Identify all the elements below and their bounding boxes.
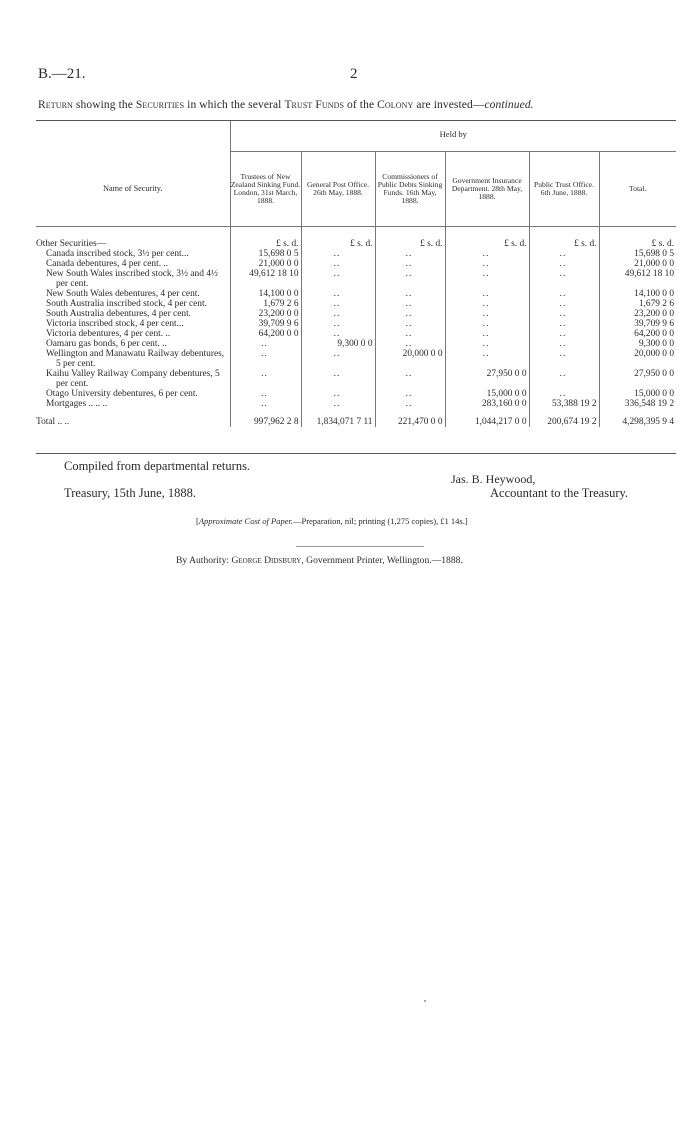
title-part: continued.: [484, 99, 534, 111]
amount-cell: ..: [445, 319, 529, 329]
amount-cell: 1,834,071 7 11: [301, 413, 375, 427]
amount-cell: ..: [529, 369, 599, 389]
units-label: £ s. d.: [445, 239, 529, 249]
amount-cell: ..: [230, 349, 301, 369]
row-total-cell: 14,100 0 0: [599, 289, 676, 299]
table-row: [36, 349, 676, 369]
amount-cell: ..: [301, 289, 375, 299]
table-title: [38, 99, 678, 111]
held-by-header: Held by: [230, 121, 676, 152]
amount-cell: 49,612 18 10: [230, 269, 301, 289]
column-header: Government Insurance Department. 28th May, 1888.: [445, 152, 529, 227]
title-part: of the: [344, 99, 378, 111]
amount-cell: 15,698 0 5: [230, 249, 301, 259]
security-name: South Australia debentures, 4 per cent.: [46, 309, 192, 319]
amount-cell: ..: [529, 339, 599, 349]
amount-cell: ..: [301, 249, 375, 259]
amount-cell: ..: [301, 299, 375, 309]
amount-cell: ..: [529, 289, 599, 299]
amount-cell: ..: [529, 249, 599, 259]
units-label: £ s. d.: [301, 239, 375, 249]
units-label: £ s. d.: [599, 239, 676, 249]
row-total-cell: 336,548 19 2: [599, 399, 676, 409]
amount-cell: 1,679 2 6: [230, 299, 301, 309]
amount-cell: 21,000 0 0: [230, 259, 301, 269]
amount-cell: ..: [230, 399, 301, 409]
security-name: Mortgages .. .. ..: [46, 399, 108, 409]
title-part: in which the several: [184, 99, 285, 111]
title-part: showing the: [72, 99, 136, 111]
column-header: General Post Office. 26th May, 1888.: [301, 152, 375, 227]
column-header: Public Trust Office. 6th June, 1888.: [529, 152, 599, 227]
security-name: Canada inscribed stock, 3½ per cent...: [46, 249, 189, 259]
table-row: [36, 269, 676, 289]
amount-cell: 20,000 0 0: [375, 349, 445, 369]
table-row: [36, 339, 676, 349]
amount-cell: ..: [301, 389, 375, 399]
signer-title: Accountant to the Treasury.: [490, 486, 629, 500]
amount-cell: ..: [301, 349, 375, 369]
amount-cell: ..: [445, 339, 529, 349]
amount-cell: ..: [529, 349, 599, 369]
security-name: South Australia inscribed stock, 4 per cent.: [46, 299, 207, 309]
table-row: [36, 329, 676, 339]
short-rule: [296, 546, 424, 547]
page-number: 2: [350, 66, 358, 82]
row-total-cell: 23,200 0 0: [599, 309, 676, 319]
security-name: Oamaru gas bonds, 6 per cent. ..: [46, 339, 167, 349]
amount-cell: ..: [529, 329, 599, 339]
amount-cell: 9,300 0 0: [301, 339, 375, 349]
row-total-cell: 4,298,395 9 4: [599, 413, 676, 427]
table-row: [36, 319, 676, 329]
amount-cell: ..: [230, 389, 301, 399]
units-label: £ s. d.: [529, 239, 599, 249]
table-row: [36, 259, 676, 269]
column-header: Trustees of New Zealand Sinking Fund. London, 31st March, 1888.: [230, 152, 301, 227]
amount-cell: 23,200 0 0: [230, 309, 301, 319]
table-row: [36, 249, 676, 259]
row-total-cell: 15,000 0 0: [599, 389, 676, 399]
name-of-security-header: Name of Security.: [36, 152, 230, 227]
row-total-cell: 1,679 2 6: [599, 299, 676, 309]
amount-cell: ..: [375, 309, 445, 319]
amount-cell: ..: [301, 259, 375, 269]
amount-cell: ..: [301, 309, 375, 319]
speck: [424, 1000, 426, 1002]
title-part: Return: [38, 99, 73, 111]
treasury-date: Treasury, 15th June, 1888.: [64, 486, 197, 500]
units-label: £ s. d.: [230, 239, 301, 249]
row-total-cell: 20,000 0 0: [599, 349, 676, 369]
amount-cell: 53,388 19 2: [529, 399, 599, 409]
title-part: are invested—: [413, 99, 485, 111]
amount-cell: ..: [445, 289, 529, 299]
security-name: Canada debentures, 4 per cent. ..: [46, 259, 169, 269]
amount-cell: ..: [375, 259, 445, 269]
authority-suffix: , Government Printer, Wellington.—1888.: [301, 555, 463, 566]
table-row: [36, 389, 676, 399]
row-total-cell: 49,612 18 10: [599, 269, 676, 289]
security-name: Victoria inscribed stock, 4 per cent...: [46, 319, 184, 329]
row-total-cell: 39,709 9 6: [599, 319, 676, 329]
section-label: Other Securities—: [36, 239, 107, 249]
security-name: Kaihu Valley Railway Company debentures, 5 per cent.: [46, 369, 220, 389]
amount-cell: ..: [375, 369, 445, 389]
amount-cell: ..: [301, 269, 375, 289]
table-row: [36, 369, 676, 389]
printer-authority: [176, 555, 463, 566]
amount-cell: 15,000 0 0: [445, 389, 529, 399]
amount-cell: ..: [301, 399, 375, 409]
amount-cell: ..: [529, 319, 599, 329]
amount-cell: 221,470 0 0: [375, 413, 445, 427]
amount-cell: ..: [445, 269, 529, 289]
amount-cell: ..: [445, 329, 529, 339]
security-name: New South Wales inscribed stock, 3½ and 4½ per cent.: [46, 269, 218, 289]
total-label: Total .. ..: [36, 417, 70, 427]
amount-cell: ..: [375, 289, 445, 299]
amount-cell: ..: [375, 319, 445, 329]
column-header: Commissioners of Public Debts Sinking Funds. 16th May, 1888.: [375, 152, 445, 227]
security-name: Otago University debentures, 6 per cent.: [46, 389, 198, 399]
amount-cell: ..: [301, 319, 375, 329]
total-row: [36, 413, 676, 427]
amount-cell: 27,950 0 0: [445, 369, 529, 389]
amount-cell: ..: [529, 309, 599, 319]
cost-text: —Preparation, nil; printing (1,275 copies), £1 14s.: [292, 516, 465, 526]
table-row: [36, 309, 676, 319]
amount-cell: ..: [529, 269, 599, 289]
amount-cell: 39,709 9 6: [230, 319, 301, 329]
amount-cell: 283,160 0 0: [445, 399, 529, 409]
amount-cell: ..: [375, 389, 445, 399]
name-header-blank: [36, 121, 230, 152]
amount-cell: 1,044,217 0 0: [445, 413, 529, 427]
paper-reference: B.—21.: [38, 66, 86, 82]
amount-cell: 14,100 0 0: [230, 289, 301, 299]
row-total-cell: 64,200 0 0: [599, 329, 676, 339]
title-part: Trust Funds: [284, 99, 345, 111]
amount-cell: 200,674 19 2: [529, 413, 599, 427]
amount-cell: ..: [529, 259, 599, 269]
security-name: Victoria debentures, 4 per cent. ..: [46, 329, 171, 339]
amount-cell: ..: [529, 389, 599, 399]
amount-cell: 64,200 0 0: [230, 329, 301, 339]
table-row: [36, 289, 676, 299]
amount-cell: ..: [375, 339, 445, 349]
amount-cell: ..: [375, 329, 445, 339]
amount-cell: ..: [230, 339, 301, 349]
row-total-cell: 9,300 0 0: [599, 339, 676, 349]
title-part: Colony: [377, 99, 414, 111]
signer-name: Jas. B. Heywood,: [451, 472, 536, 486]
compiled-note: Compiled from departmental returns.: [64, 459, 251, 473]
amount-cell: ..: [375, 249, 445, 259]
amount-cell: ..: [529, 299, 599, 309]
amount-cell: ..: [375, 299, 445, 309]
securities-table: [36, 121, 676, 427]
security-name: New South Wales debentures, 4 per cent.: [46, 289, 200, 299]
amount-cell: 997,962 2 8: [230, 413, 301, 427]
row-total-cell: 21,000 0 0: [599, 259, 676, 269]
row-total-cell: 27,950 0 0: [599, 369, 676, 389]
title-part: Securities: [135, 99, 185, 111]
amount-cell: ..: [375, 269, 445, 289]
cost-label: Approximate Cost of Paper.: [198, 516, 293, 526]
units-row: [36, 239, 676, 249]
amount-cell: ..: [445, 299, 529, 309]
units-label: £ s. d.: [375, 239, 445, 249]
amount-cell: ..: [445, 309, 529, 319]
column-header: Total.: [599, 152, 676, 227]
bottom-rule: [36, 453, 676, 454]
amount-cell: ..: [230, 369, 301, 389]
amount-cell: ..: [445, 349, 529, 369]
authority-prefix: By Authority:: [176, 555, 232, 566]
table-row: [36, 299, 676, 309]
amount-cell: ..: [445, 249, 529, 259]
amount-cell: ..: [445, 259, 529, 269]
row-total-cell: 15,698 0 5: [599, 249, 676, 259]
amount-cell: ..: [301, 329, 375, 339]
table-row: [36, 399, 676, 409]
amount-cell: ..: [375, 399, 445, 409]
cost-note: [Approximate Cost of Paper.—Preparation, nil; printing (1,275 copies), £1 14s.]: [196, 516, 468, 526]
security-name: Wellington and Manawatu Railway debentures, 5 per cent.: [46, 349, 225, 369]
authority-name: George Didsbury: [231, 555, 302, 566]
amount-cell: ..: [301, 369, 375, 389]
